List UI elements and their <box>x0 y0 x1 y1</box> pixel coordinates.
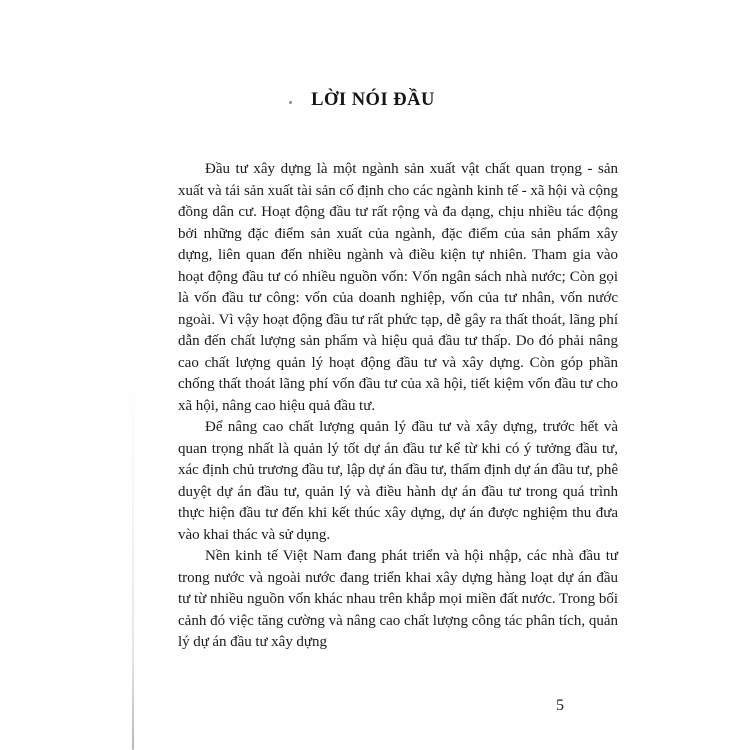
preface-paragraph: Nền kinh tế Việt Nam đang phát triển và hội nhập, các nhà đầu tư trong nước và ngoài nước đang triển khai xây dựng hàng loạt dự án đầu tư từ nhiều nguồn vốn khác nhau trên khắp mọi miền đất nước. Trong bối cảnh đó việc tăng cường và nâng cao chất lượng công tác phân tích, quản lý dự án đầu tư xây dựng <box>178 548 618 650</box>
preface-paragraph: Để nâng cao chất lượng quản lý đầu tư và xây dựng, trước hết và quan trọng nhất là quản lý tốt dự án đầu tư kể từ khi có ý tưởng đầu tư, xác định chủ trương đầu tư, lập dự án đầu tư, thẩm định dự án đầu tư, phê duyệt dự án đầu tư, quản lý và điều hành dự án đầu tư trong quá trình thực hiện đầu tư đến khi kết thúc xây dựng, dự án được nghiệm thu đưa vào khai thác và sử dụng. <box>178 419 618 543</box>
preface-paragraph: Đầu tư xây dựng là một ngành sản xuất vật chất quan trọng - sản xuất và tái sản xuất tài sản cố định cho các ngành kinh tế - xã hội và cộng đồng dân cư. Hoạt động đầu tư rất rộng và đa dạng, chịu nhiều tác động bởi những đặc điểm sản xuất của ngành, đặc điểm của sản phẩm xây dựng, liên quan đến nhiều ngành và điều kiện tự nhiên. Tham gia vào hoạt động đầu tư có nhiều nguồn vốn: Vốn ngân sách nhà nước; Còn gọi là vốn đầu tư công: vốn của doanh nghiệp, vốn của tư nhân, vốn nước ngoài. Vì vậy hoạt động đầu tư rất phức tạp, dễ gây ra thất thoát, lãng phí dẫn đến chất lượng sản phẩm và hiệu quả đầu tư thấp. Do đó phải nâng cao chất lượng quản lý hoạt động đầu tư và xây dựng. Còn góp phần chống thất thoát lãng phí vốn đầu tư của xã hội, tiết kiệm vốn đầu tư cho xã hội, nâng cao hiệu quả đầu tư. <box>178 161 618 414</box>
page-title: LỜI NÓI ĐẦU <box>311 90 435 110</box>
page-number: 5 <box>556 697 564 714</box>
preface-body-text <box>178 159 618 654</box>
scan-gutter-shadow <box>132 385 134 750</box>
